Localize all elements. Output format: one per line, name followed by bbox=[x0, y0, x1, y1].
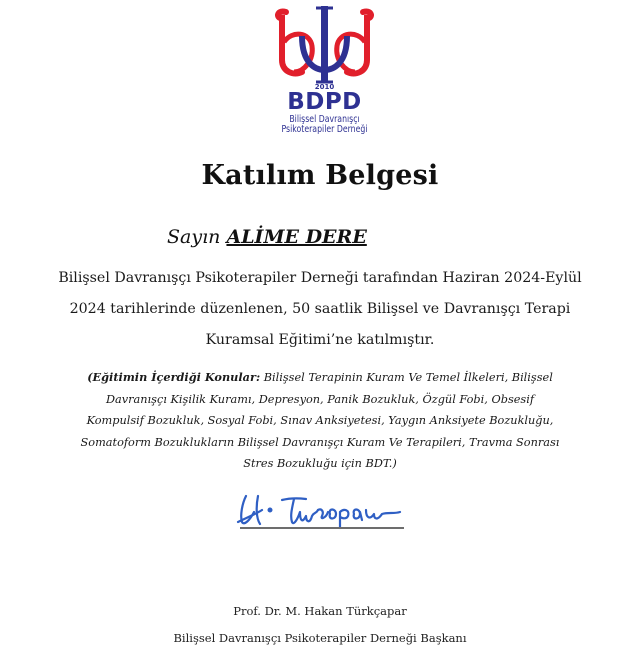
logo-org-name-line2: Psikoterapiler Derneği bbox=[281, 124, 368, 135]
topics-label: (Eğitimin İçerdiği Konular: bbox=[87, 370, 261, 384]
psi-logo-icon bbox=[272, 2, 377, 86]
signature-line bbox=[240, 527, 404, 529]
signature-icon bbox=[232, 482, 412, 532]
logo-year: 2010 bbox=[314, 83, 335, 91]
salutation: Sayın bbox=[167, 226, 221, 248]
certificate-title: Katılım Belgesi bbox=[201, 160, 439, 191]
logo-org-name-line1: Bilişsel Davranışçı bbox=[289, 114, 360, 125]
recipient-line bbox=[167, 226, 367, 248]
training-topics bbox=[78, 367, 562, 475]
bdpd-logo bbox=[272, 2, 377, 142]
logo-abbreviation: BDPD bbox=[287, 89, 362, 115]
signatory-title: Bilişsel Davranışçı Psikoterapiler Derneği Başkanı bbox=[173, 631, 467, 645]
topics-list: Bilişsel Terapinin Kuram Ve Temel İlkeleri, Bilişsel Davranışçı Kişilik Kuramı, Depresyon, Panik Bozukluk, Özgül Fobi, Obsesif Kompulsif Bozukluk, Sosyal Fobi, Sınav Anksiyetesi, Yaygın Anksiyete Bozukluğu, Somatoform Bozuklukların Bilişsel Davranışçı Kuram Ve Terapileri, Travma Sonrası Stres Bozukluğu için BDT.) bbox=[80, 371, 560, 470]
recipient-name: ALİME DERE bbox=[226, 226, 367, 248]
certificate-body: Bilişsel Davranışçı Psikoterapiler Derneği tarafından Haziran 2024-Eylül 2024 tarihlerinde düzenlenen, 50 saatlik Bilişsel ve Davranışçı Terapi Kuramsal Eğitimi’ne katılmıştır. bbox=[58, 270, 582, 348]
signatory-name: Prof. Dr. M. Hakan Türkçapar bbox=[233, 604, 407, 618]
